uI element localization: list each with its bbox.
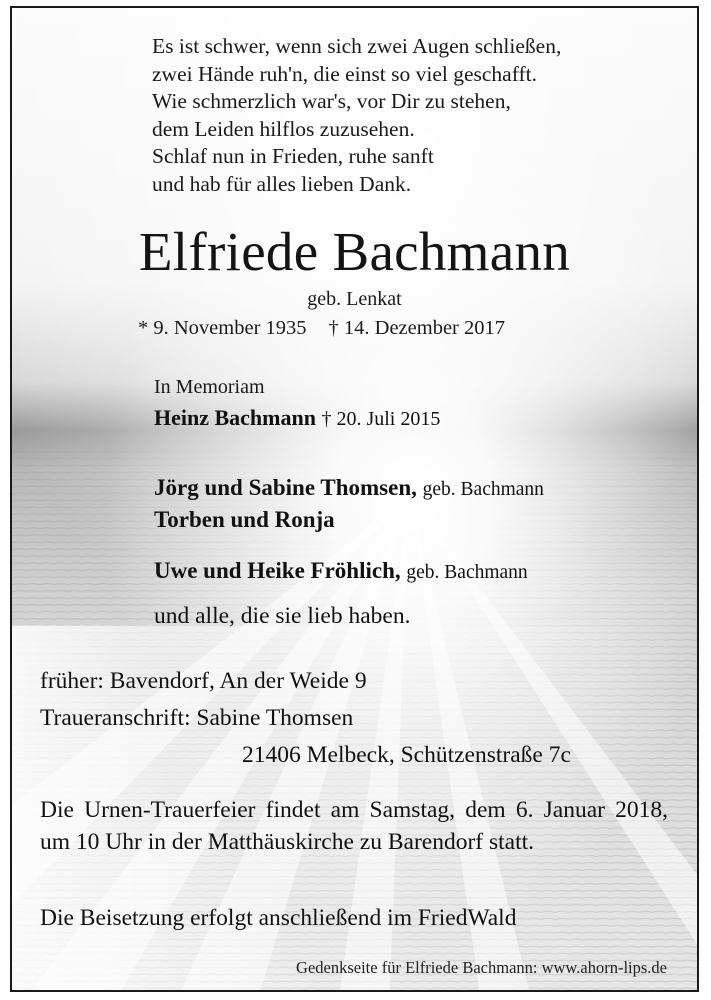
life-dates bbox=[138, 317, 505, 340]
birth-name: geb. Lenkat bbox=[307, 288, 402, 310]
mourning-address-city: 21406 Melbeck, Schützenstraße 7c bbox=[242, 742, 571, 768]
poem-line: Es ist schwer, wenn sich zwei Augen schließen, bbox=[152, 34, 562, 58]
death-date: † 14. Dezember 2017 bbox=[328, 317, 506, 339]
mourner-note: geb. Bachmann bbox=[406, 562, 528, 583]
birth-date: * 9. November 1935 bbox=[138, 317, 307, 339]
mourner-note: geb. Bachmann bbox=[422, 479, 544, 500]
mourner-line bbox=[154, 558, 528, 584]
poem-line: dem Leiden hilflos zuzusehen. bbox=[152, 116, 415, 141]
poem-line: Wie schmerzlich war's, vor Dir zu stehen, bbox=[152, 89, 511, 113]
mourner-line bbox=[154, 475, 544, 501]
memoriam-date: † 20. Juli 2015 bbox=[321, 408, 441, 430]
poem-line: und hab für alles lieben Dank. bbox=[152, 171, 412, 196]
ceremony-text: Die Urnen-Trauerfeier findet am Samstag, dem 6. Januar 2018, um 10 Uhr in der Matthäuskirche zu Barendorf statt. bbox=[40, 797, 668, 855]
memoriam-name: Heinz Bachmann bbox=[154, 405, 316, 430]
poem-line: zwei Hände ruh'n, die einst so viel geschafft. bbox=[152, 61, 537, 86]
former-address: früher: Bavendorf, An der Weide 9 bbox=[40, 668, 367, 694]
memoriam-label: In Memoriam bbox=[154, 376, 265, 398]
poem bbox=[152, 33, 561, 198]
burial-text: Die Beisetzung erfolgt anschließend im FriedWald bbox=[40, 905, 517, 931]
deceased-name: Elfriede Bachmann bbox=[138, 221, 571, 282]
mourner-names: Uwe und Heike Fröhlich, bbox=[154, 558, 401, 583]
memorial-page-footer: Gedenkseite für Elfriede Bachmann: www.ahorn-lips.de bbox=[296, 958, 667, 977]
mourning-address: Traueranschrift: Sabine Thomsen bbox=[40, 705, 354, 731]
poem-line: Schlaf nun in Frieden, ruhe sanft bbox=[152, 144, 434, 168]
obituary-card bbox=[10, 6, 699, 992]
memoriam-entry bbox=[154, 405, 440, 431]
closing-line: und alle, die sie lieb haben. bbox=[154, 603, 411, 629]
mourner-line bbox=[154, 507, 335, 533]
mourner-names: Torben und Ronja bbox=[154, 507, 335, 532]
mourner-names: Jörg und Sabine Thomsen, bbox=[154, 475, 417, 500]
